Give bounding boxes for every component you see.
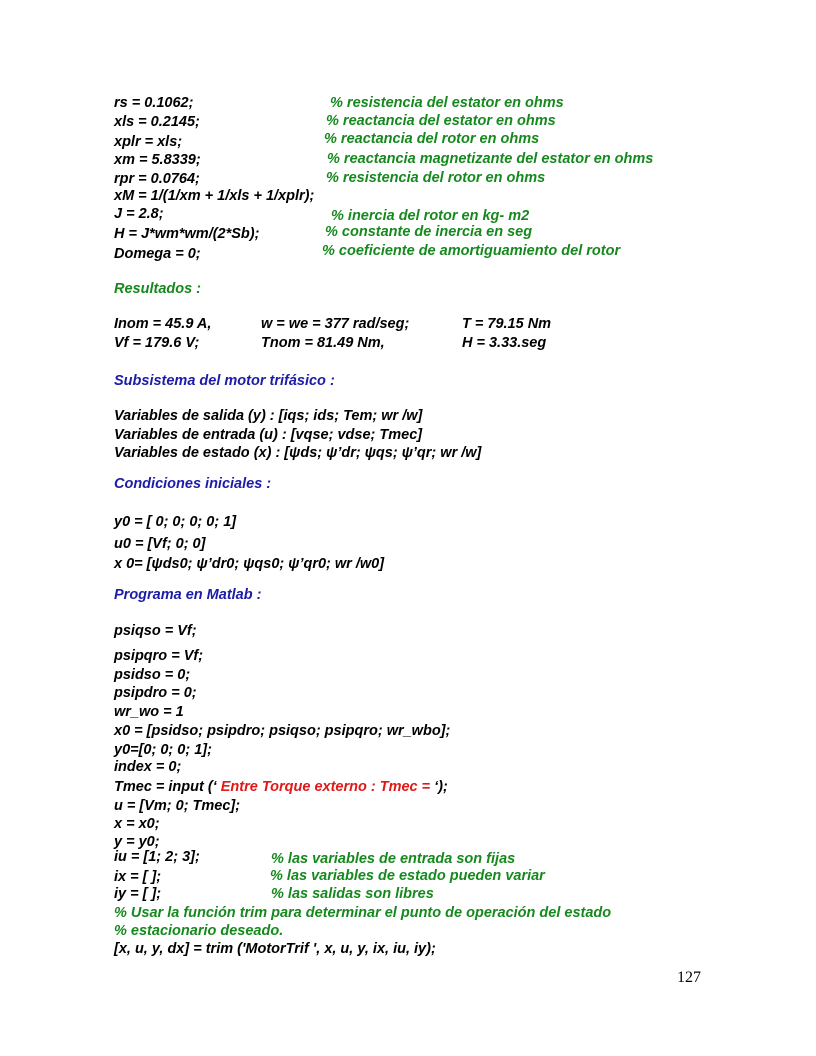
program-line-iu: iu = [1; 2; 3]; <box>114 849 200 865</box>
initial-x0: x 0= [ψds0; ψ’dr0; ψqs0; ψ’qr0; wr /w0] <box>114 556 385 572</box>
subsystem-line-inputs: Variables de entrada (u) : [vqse; vdse; Tmec] <box>114 427 423 443</box>
program-line-psidso: psidso = 0; <box>114 667 191 683</box>
results-vf: Vf = 179.6 V; <box>114 335 200 351</box>
comment-trim-2: % estacionario deseado. <box>114 923 284 939</box>
results-H: H = 3.33.seg <box>462 335 547 351</box>
program-line-x0: x0 = [psidso; psipdro; psiqso; psipqro; wr_wbo]; <box>114 723 451 739</box>
program-line-u: u = [Vm; 0; Tmec]; <box>114 798 241 814</box>
comment-J: % inercia del rotor en kg- m2 <box>331 208 530 224</box>
program-line-index: index = 0; <box>114 759 182 775</box>
program-line-y: y = y0; <box>114 834 160 850</box>
comment-xplr: % reactancia del rotor en ohms <box>324 131 540 147</box>
page-number: 127 <box>677 969 701 986</box>
subsystem-line-states: Variables de estado (x) : [ψds; ψ’dr; ψqs; ψ’qr; wr /w] <box>114 445 482 461</box>
program-line-trim: [x, u, y, dx] = trim ('MotorTrif ', x, u, y, ix, iu, iy); <box>114 941 436 957</box>
comment-ix: % las variables de estado pueden variar <box>270 868 545 884</box>
code-rpr: rpr = 0.0764; <box>114 171 200 187</box>
comment-xm: % reactancia magnetizante del estator en ohms <box>327 151 654 167</box>
program-heading: Programa en Matlab : <box>114 587 262 603</box>
program-line-wrwo: wr_wo = 1 <box>114 704 184 720</box>
comment-xls: % reactancia del estator en ohms <box>326 113 556 129</box>
program-line-tmec <box>114 779 448 796</box>
program-line-ix: ix = [ ]; <box>114 869 162 885</box>
program-line-x: x = x0; <box>114 816 160 832</box>
comment-iy: % las salidas son libres <box>271 886 434 902</box>
program-line-psipqro: psipqro = Vf; <box>114 648 204 664</box>
comment-H: % constante de inercia en seg <box>325 224 533 240</box>
results-heading: Resultados : <box>114 281 202 297</box>
program-line-psipdro: psipdro = 0; <box>114 685 197 701</box>
comment-rpr: % resistencia del rotor en ohms <box>326 170 546 186</box>
code-Domega: Domega = 0; <box>114 246 201 262</box>
comment-rs: % resistencia del estator en ohms <box>330 95 564 111</box>
subsystem-heading: Subsistema del motor trifásico : <box>114 373 335 389</box>
code-xls: xls = 0.2145; <box>114 114 200 130</box>
code-rs: rs = 0.1062; <box>114 95 194 111</box>
initial-heading: Condiciones iniciales : <box>114 476 272 492</box>
comment-trim-1: % Usar la función trim para determinar el punto de operación del estado <box>114 905 612 921</box>
initial-u0: u0 = [Vf; 0; 0] <box>114 536 206 552</box>
program-line-psiqso: psiqso = Vf; <box>114 623 197 639</box>
code-xplr: xplr = xls; <box>114 134 183 150</box>
initial-y0: y0 = [ 0; 0; 0; 0; 1] <box>114 514 237 530</box>
code-J: J = 2.8; <box>114 206 164 222</box>
results-tnom: Tnom = 81.49 Nm, <box>261 335 385 351</box>
tmec-suffix: ‘); <box>434 779 448 795</box>
tmec-prompt: Entre Torque externo : Tmec = <box>216 779 435 795</box>
code-H: H = J*wm*wm/(2*Sb); <box>114 226 260 242</box>
comment-iu: % las variables de entrada son fijas <box>271 851 516 867</box>
comment-Domega: % coeficiente de amortiguamiento del rotor <box>322 243 621 259</box>
tmec-prefix: Tmec = input (‘ <box>114 779 217 795</box>
results-inom: Inom = 45.9 A, <box>114 316 212 332</box>
code-xm: xm = 5.8339; <box>114 152 201 168</box>
results-w: w = we = 377 rad/seg; <box>261 316 410 332</box>
program-line-iy: iy = [ ]; <box>114 886 162 902</box>
subsystem-line-outputs: Variables de salida (y) : [iqs; ids; Tem; wr /w] <box>114 408 423 424</box>
program-line-y0: y0=[0; 0; 0; 1]; <box>114 742 212 758</box>
code-xM: xM = 1/(1/xm + 1/xls + 1/xplr); <box>114 188 315 204</box>
results-T: T = 79.15 Nm <box>462 316 552 332</box>
